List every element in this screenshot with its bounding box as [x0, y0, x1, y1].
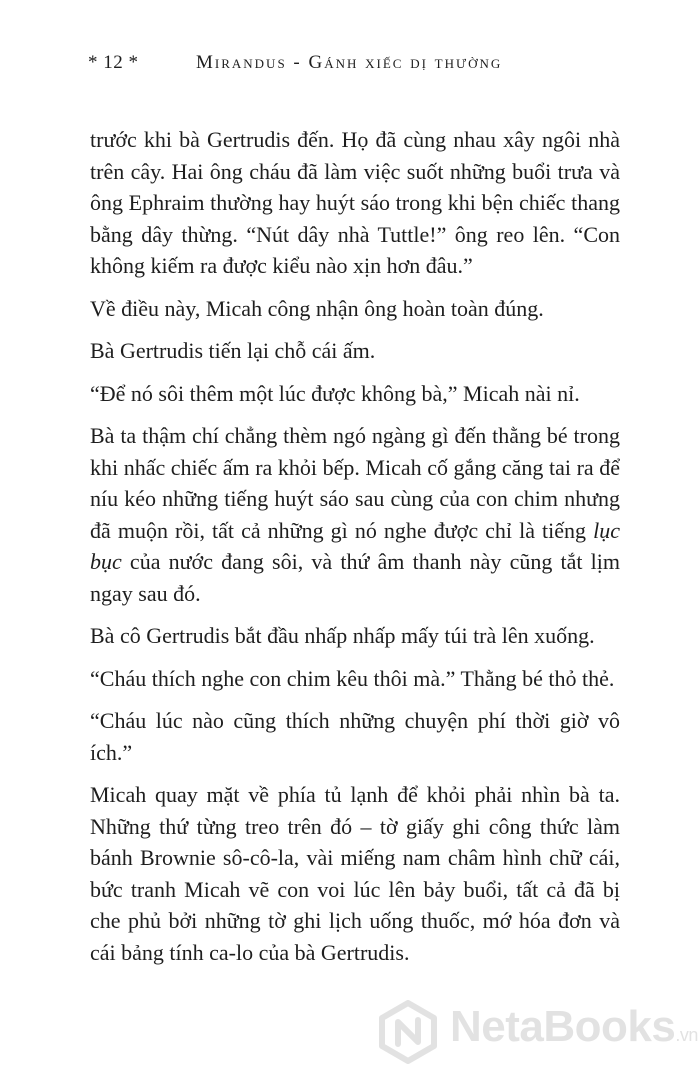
watermark-suffix: .vn — [675, 1025, 698, 1045]
paragraph-5-italic: lục bục — [90, 517, 620, 574]
paragraph-6: Bà cô Gertrudis bắt đầu nhấp nhấp mấy túi trà lên xuống. — [90, 623, 595, 648]
paragraph-8: “Cháu lúc nào cũng thích những chuyện phí thời giờ vô ích.” — [90, 708, 620, 765]
paragraph-5 — [90, 420, 620, 609]
paragraph-7: “Cháu thích nghe con chim kêu thôi mà.” Thằng bé thỏ thẻ. — [90, 665, 615, 691]
body-text — [90, 124, 620, 979]
paragraph-9: Micah quay mặt về phía tủ lạnh để khỏi phải nhìn bà ta. Những thứ từng treo trên đó – tờ giấy ghi công thức làm bánh Brownie sô-cô-la, vài miếng nam châm hình chữ cái, bức tranh Micah vẽ con voi lúc lên bảy buổi, tất cả đã bị che phủ bởi những tờ ghi lịch uống thuốc, mớ hóa đơn và cái bảng tính ca-lo của bà Gertrudis. — [90, 782, 620, 965]
watermark-text — [450, 1002, 698, 1052]
paragraph-2: Về điều này, Micah công nhận ông hoàn toàn đúng. — [90, 295, 544, 321]
paragraph-1: trước khi bà Gertrudis đến. Họ đã cùng nhau xây ngôi nhà trên cây. Hai ông cháu đã làm việc suốt những buổi trưa và ông Ephraim thường hay huýt sáo trong khi bện chiếc thang bằng dây thừng. “Nút dây nhà Tuttle!” ông reo lên. “Con không kiếm ra được kiểu nào xịn hơn đâu.” — [90, 127, 620, 278]
watermark — [376, 1000, 700, 1060]
running-header — [88, 52, 640, 74]
running-title: Mirandus - Gánh xiếc dị thường — [196, 52, 503, 73]
paragraph-3: Bà Gertrudis tiến lại chỗ cái ấm. — [90, 338, 376, 363]
netabooks-logo-icon — [376, 1000, 440, 1064]
paragraph-5-text-b: của nước đang sôi, và thứ âm thanh này cũng tắt lịm ngay sau đó. — [90, 549, 620, 606]
watermark-brand: NetaBooks — [450, 1002, 676, 1051]
paragraph-5-text-a: Bà ta thậm chí chẳng thèm ngó ngàng gì đến thằng bé trong khi nhấc chiếc ấm ra khỏi bếp. Micah cố gắng căng tai ra để níu kéo những tiếng huýt sáo sau cùng của con chim nhưng đã muộn rồi, tất cả những gì nó nghe được chỉ là tiếng — [90, 423, 620, 543]
page-number: * 12 * — [88, 52, 139, 73]
paragraph-4: “Để nó sôi thêm một lúc được không bà,” Micah nài nỉ. — [90, 380, 580, 406]
